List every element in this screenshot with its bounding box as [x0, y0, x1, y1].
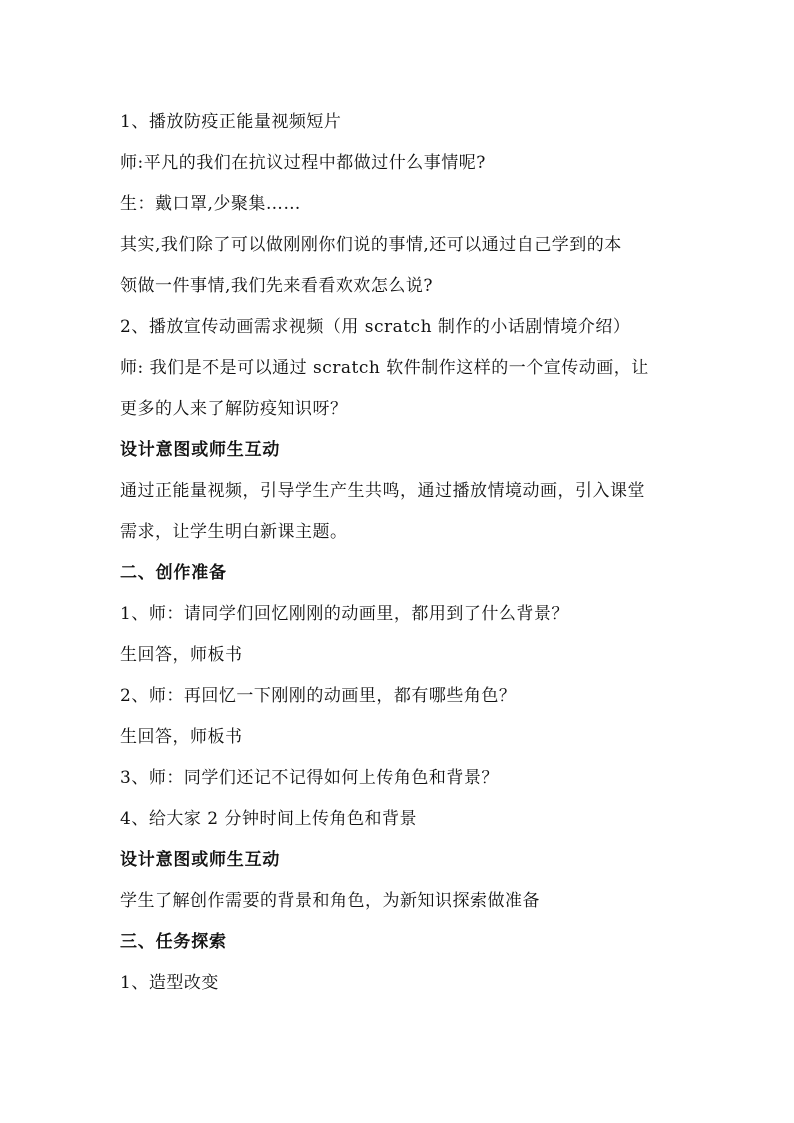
text-line: 2、播放宣传动画需求视频（用 scratch 制作的小话剧情境介绍） [120, 317, 631, 337]
text-line: 2、师：再回忆一下刚刚的动画里，都有哪些角色？ [120, 686, 517, 706]
text-line: 生回答，师板书 [120, 727, 243, 747]
text-line: 4、给大家 2 分钟时间上传角色和背景 [120, 809, 417, 829]
text-line: 师:平凡的我们在抗议过程中都做过什么事情呢? [120, 153, 486, 173]
text-line: 领做一件事情,我们先来看看欢欢怎么说? [120, 276, 434, 296]
text-line: 师: 我们是不是可以通过 scratch 软件制作这样的一个宣传动画，让 [120, 358, 649, 378]
text-line: 1、造型改变 [120, 973, 219, 993]
document-body [120, 102, 680, 1004]
text-line: 更多的人来了解防疫知识呀？ [120, 399, 348, 419]
section-heading: 三、任务探索 [120, 932, 227, 952]
section-heading: 设计意图或师生互动 [120, 850, 281, 870]
text-line: 需求，让学生明白新课主题。 [120, 522, 348, 542]
text-line: 1、播放防疫正能量视频短片 [120, 112, 342, 132]
section-heading: 二、创作准备 [120, 563, 227, 583]
text-line: 其实,我们除了可以做刚刚你们说的事情,还可以通过自己学到的本 [120, 235, 622, 255]
text-line: 学生了解创作需要的背景和角色，为新知识探索做准备 [120, 891, 540, 911]
text-line: 生回答，师板书 [120, 645, 243, 665]
text-line: 通过正能量视频，引导学生产生共鸣，通过播放情境动画，引入课堂 [120, 481, 645, 501]
text-line: 1、师：请同学们回忆刚刚的动画里，都用到了什么背景？ [120, 604, 569, 624]
text-line: 生：戴口罩,少聚集…… [120, 194, 301, 214]
text-line: 3、师：同学们还记不记得如何上传角色和背景？ [120, 768, 499, 788]
section-heading: 设计意图或师生互动 [120, 440, 281, 460]
